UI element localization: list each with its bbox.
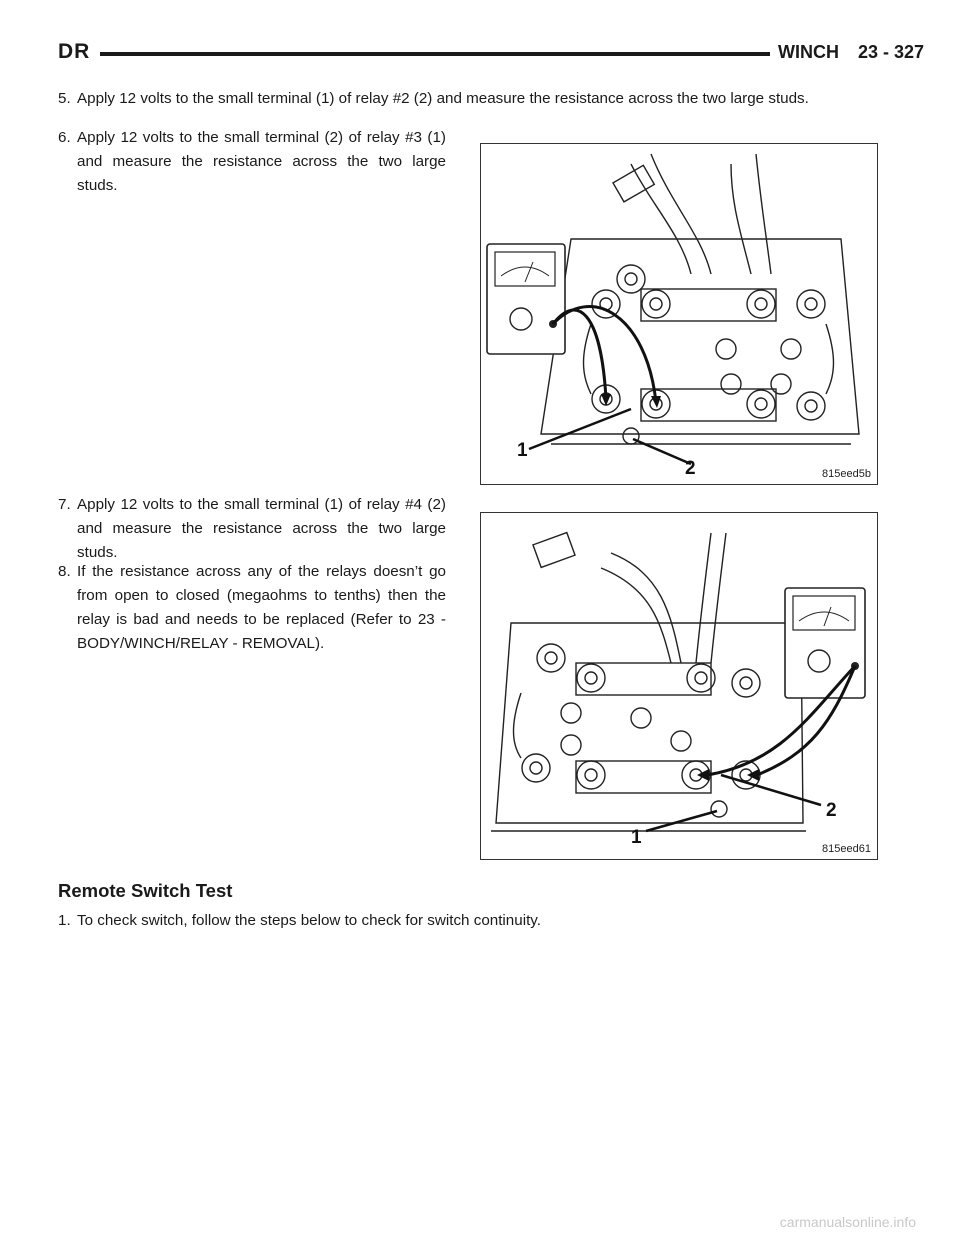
header-page-number: 23 - 327 — [858, 42, 925, 62]
step-text: To check switch, follow the steps below to check for switch continuity. — [77, 912, 541, 929]
step-7 — [58, 493, 446, 565]
step-8 — [58, 560, 446, 656]
remote-switch-step-1 — [58, 909, 888, 933]
callout-2: 2 — [685, 458, 696, 479]
callout-1: 1 — [631, 827, 642, 848]
step-text: If the resistance across any of the relays doesn’t go from open to closed (megaohms to tenths) then the relay is bad and needs to be replaced (Refer to 23 - BODY/WINCH/RELAY - REMOVAL). — [77, 563, 446, 652]
step-number: 5. — [58, 90, 71, 107]
callout-2: 2 — [826, 800, 837, 821]
page-header — [58, 40, 925, 74]
site-watermark: carmanualsonline.info — [779, 1214, 916, 1230]
step-number: 1. — [58, 912, 71, 929]
step-5 — [58, 87, 888, 111]
figure-code: 815eed5b — [822, 468, 871, 480]
multimeter-icon — [785, 588, 865, 698]
relay-test-figure-2 — [480, 512, 878, 860]
relay-illustration-2 — [481, 513, 877, 859]
step-number: 8. — [58, 563, 71, 580]
step-number: 6. — [58, 129, 71, 146]
relay-test-figure-1 — [480, 143, 878, 485]
multimeter-icon — [487, 244, 565, 354]
step-6 — [58, 126, 446, 198]
header-section-title: WINCH — [778, 42, 839, 62]
step-text: Apply 12 volts to the small terminal (1) of relay #4 (2) and measure the resistance across the two large studs. — [77, 496, 446, 561]
figure-code: 815eed61 — [822, 843, 871, 855]
section-heading: Remote Switch Test — [58, 880, 233, 901]
step-text: Apply 12 volts to the small terminal (2) of relay #3 (1) and measure the resistance across the two large studs. — [77, 129, 446, 194]
relay-illustration-1 — [481, 144, 877, 484]
header-model: DR — [58, 40, 91, 63]
header-rule — [100, 52, 770, 56]
callout-1: 1 — [517, 440, 528, 461]
step-number: 7. — [58, 496, 71, 513]
step-text: Apply 12 volts to the small terminal (1) of relay #2 (2) and measure the resistance across the two large studs. — [77, 90, 809, 107]
